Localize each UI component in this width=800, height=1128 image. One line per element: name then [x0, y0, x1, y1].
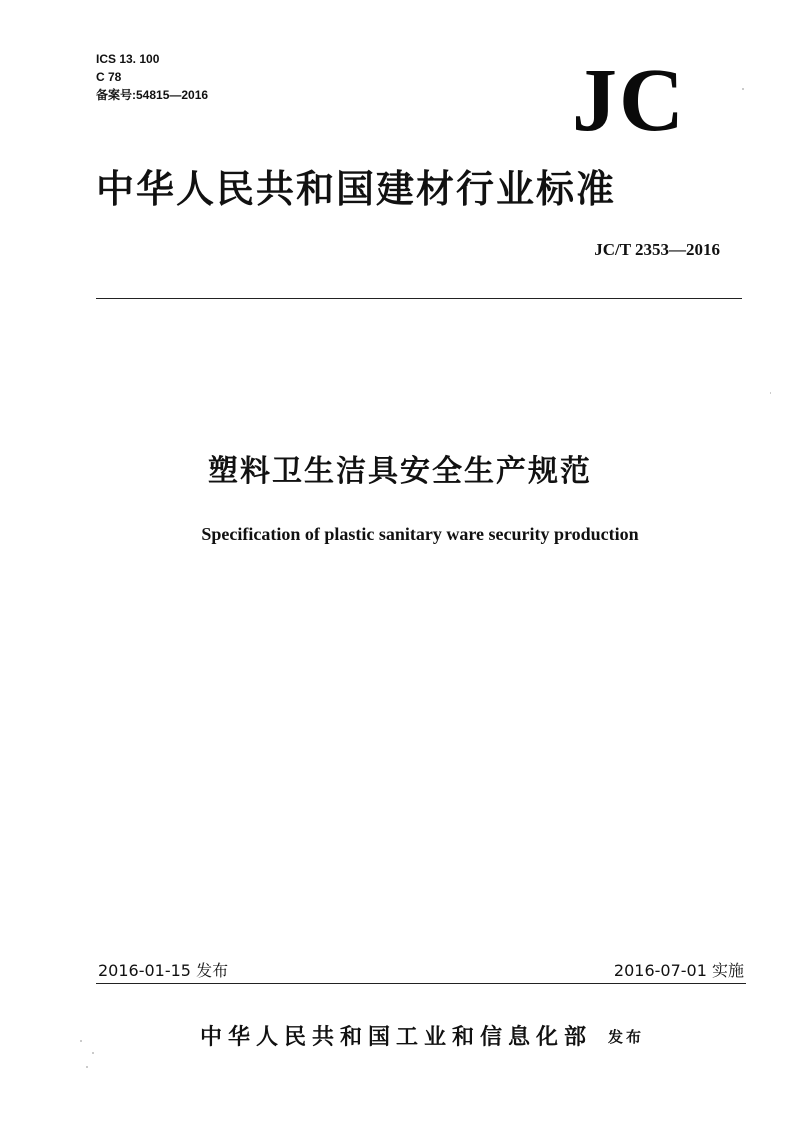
- publish-label: 发布: [608, 1028, 645, 1046]
- document-title-cn: 塑料卫生洁具安全生产规范: [208, 454, 592, 489]
- publisher-name: 中华人民共和国工业和信息化部: [200, 1025, 593, 1050]
- jc-logo: JC: [572, 51, 686, 150]
- scan-speck: [742, 88, 744, 90]
- record-number: 备案号:54815—2016: [96, 88, 209, 102]
- classification-block: [96, 50, 208, 104]
- scan-speck: [80, 1040, 82, 1042]
- ccs-code: C 78: [96, 70, 122, 84]
- implementation-date: 2016-07-01 实施: [613, 961, 744, 980]
- bottom-divider: [96, 983, 746, 984]
- top-divider: [96, 298, 742, 299]
- scan-speck: [770, 392, 771, 394]
- standard-category-title: 中华人民共和国建材行业标准: [96, 167, 617, 211]
- release-date: 2016-01-15 发布: [98, 961, 229, 980]
- scan-speck: [86, 1066, 88, 1068]
- document-title-en: Specification of plastic sanitary ware security production: [201, 524, 639, 544]
- ics-code: ICS 13. 100: [96, 52, 160, 66]
- standard-number: JC/T 2353—2016: [594, 240, 720, 259]
- scan-speck: [92, 1052, 94, 1054]
